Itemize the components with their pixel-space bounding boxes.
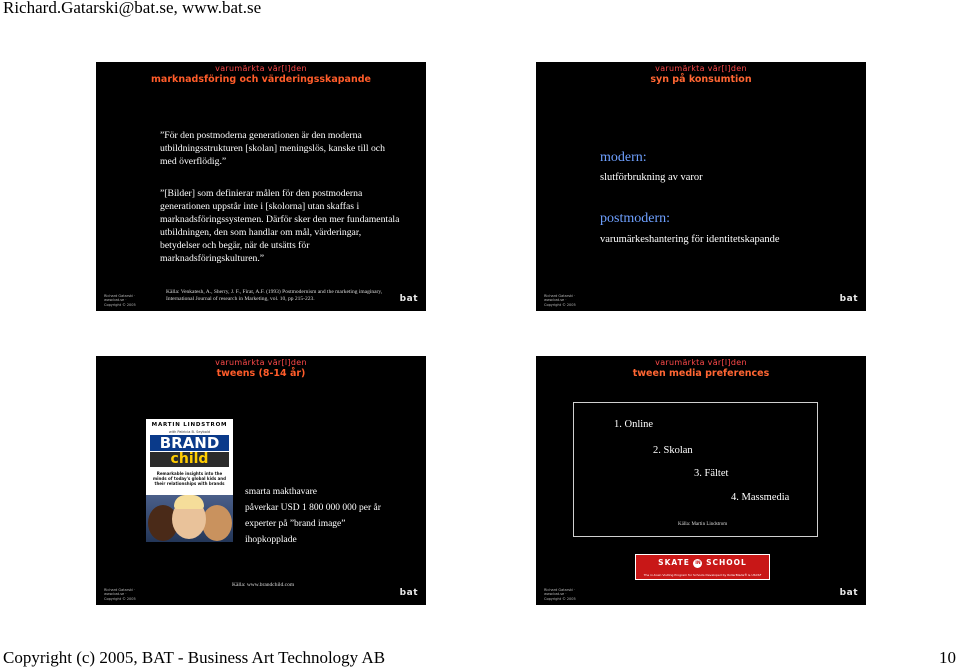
slide-brand: varumärkta vär[l]den: [215, 358, 307, 367]
term-postmodern: postmodern:: [600, 211, 670, 226]
definition-modern: slutförbrukning av varor: [600, 172, 703, 183]
child-hair: [174, 495, 204, 509]
book-coauthor: with Patricia B. Seybold: [168, 430, 211, 434]
child-face-right: [202, 505, 232, 541]
slide-credit: Richard Gatarski · www.bat.se · Copyright © 2005: [544, 293, 576, 307]
banner-dot: IN: [695, 560, 701, 566]
slide-brand: varumärkta vär[l]den: [655, 64, 747, 73]
page-footer-copyright: Copyright (c) 2005, BAT - Business Art Technology AB: [3, 648, 386, 667]
book-cover-image: [146, 419, 233, 542]
definition-postmodern: varumärkeshantering för identitetskapande: [600, 234, 780, 245]
banner-subtitle: The in-town Visiting Program for Schools Developed by RollerBlade® & USCSF: [643, 573, 762, 577]
slide-credit: Richard Gatarski · www.bat.se · Copyright © 2005: [104, 293, 136, 307]
source-citation: Källa: Martin Lindstrom: [678, 522, 728, 527]
fact-line: experter på ”brand image”: [245, 519, 346, 529]
slide-consumption: [536, 62, 866, 311]
slide-header: [536, 62, 866, 85]
slide-tweens: [96, 356, 426, 605]
page-number: 10: [939, 648, 956, 667]
book-subtitle: Remarkable insights into the minds of today's global kids and their relationships with brands: [153, 471, 226, 486]
slide-topic: tweens (8-14 år): [216, 368, 306, 379]
slide-topic: tween media preferences: [632, 368, 770, 379]
slide-header: [96, 62, 426, 85]
slide-topic: marknadsföring och värderingsskapande: [151, 74, 371, 85]
term-modern: modern:: [600, 150, 647, 165]
banner-word: SKATE: [658, 558, 690, 567]
slide-credit: Richard Gatarski · www.bat.se · Copyright © 2005: [104, 587, 136, 601]
source-citation: Källa: www.brandchild.com: [232, 582, 295, 588]
bat-logo-icon: bat: [839, 588, 858, 598]
slide-header: [96, 356, 426, 379]
bat-logo-icon: bat: [839, 294, 858, 304]
book-author: MARTIN LINDSTROM: [151, 422, 228, 428]
banner-title: [636, 558, 769, 568]
fact-line: ihopkopplade: [245, 535, 297, 545]
page-header: Richard.Gatarski@bat.se, www.bat.se: [3, 0, 262, 17]
fact-line: smarta makthavare: [245, 487, 318, 497]
book-children-photo: [146, 495, 233, 542]
ranking-item: 4. Massmedia: [731, 492, 790, 503]
quote-first: ”För den postmoderna generationen är den moderna utbildningsstrukturen [skolan] meningslös, kanske till och med överflödig.”: [160, 130, 385, 167]
banner-word: SCHOOL: [706, 558, 747, 567]
fact-line: påverkar USD 1 800 000 000 per år: [245, 503, 381, 513]
bat-logo-icon: bat: [399, 294, 418, 304]
slide-topic: syn på konsumtion: [650, 74, 752, 85]
quote-second: ”[Bilder] som definierar målen för den postmoderna generationen uppstår inte i [skolorna] utan skaffas i marknadsföringssystemen. Därför sker den mer fundamentala utbildningen, den som handlar om mål, värderingar, betydelser och begär, när de utsätts för marknadsföringskulturen.”: [160, 188, 400, 264]
slide-credit: Richard Gatarski · www.bat.se · Copyright © 2005: [544, 587, 576, 601]
slide-brand: varumärkta vär[l]den: [215, 64, 307, 73]
ranking-item: 1. Online: [614, 419, 654, 430]
slide-marketing: [96, 62, 426, 311]
slide-header: [536, 356, 866, 379]
slide-media-preferences: [536, 356, 866, 605]
ranking-item: 3. Fältet: [694, 468, 729, 479]
book-title-brand: BRAND: [150, 435, 229, 451]
bat-logo-icon: bat: [399, 588, 418, 598]
ranking-item: 2. Skolan: [653, 445, 693, 456]
slide-brand: varumärkta vär[l]den: [655, 358, 747, 367]
source-citation: Källa: Venkatesh, A., Sherry, J. F., Firat, A.F. (1993) Postmodernism and the marketing imaginary, International Journal of research in Marketing, vol. 10, pp 215-223.: [166, 289, 383, 302]
tween-facts: [245, 484, 420, 548]
book-title-child: child: [150, 452, 229, 467]
skate-in-school-banner: [635, 554, 770, 580]
